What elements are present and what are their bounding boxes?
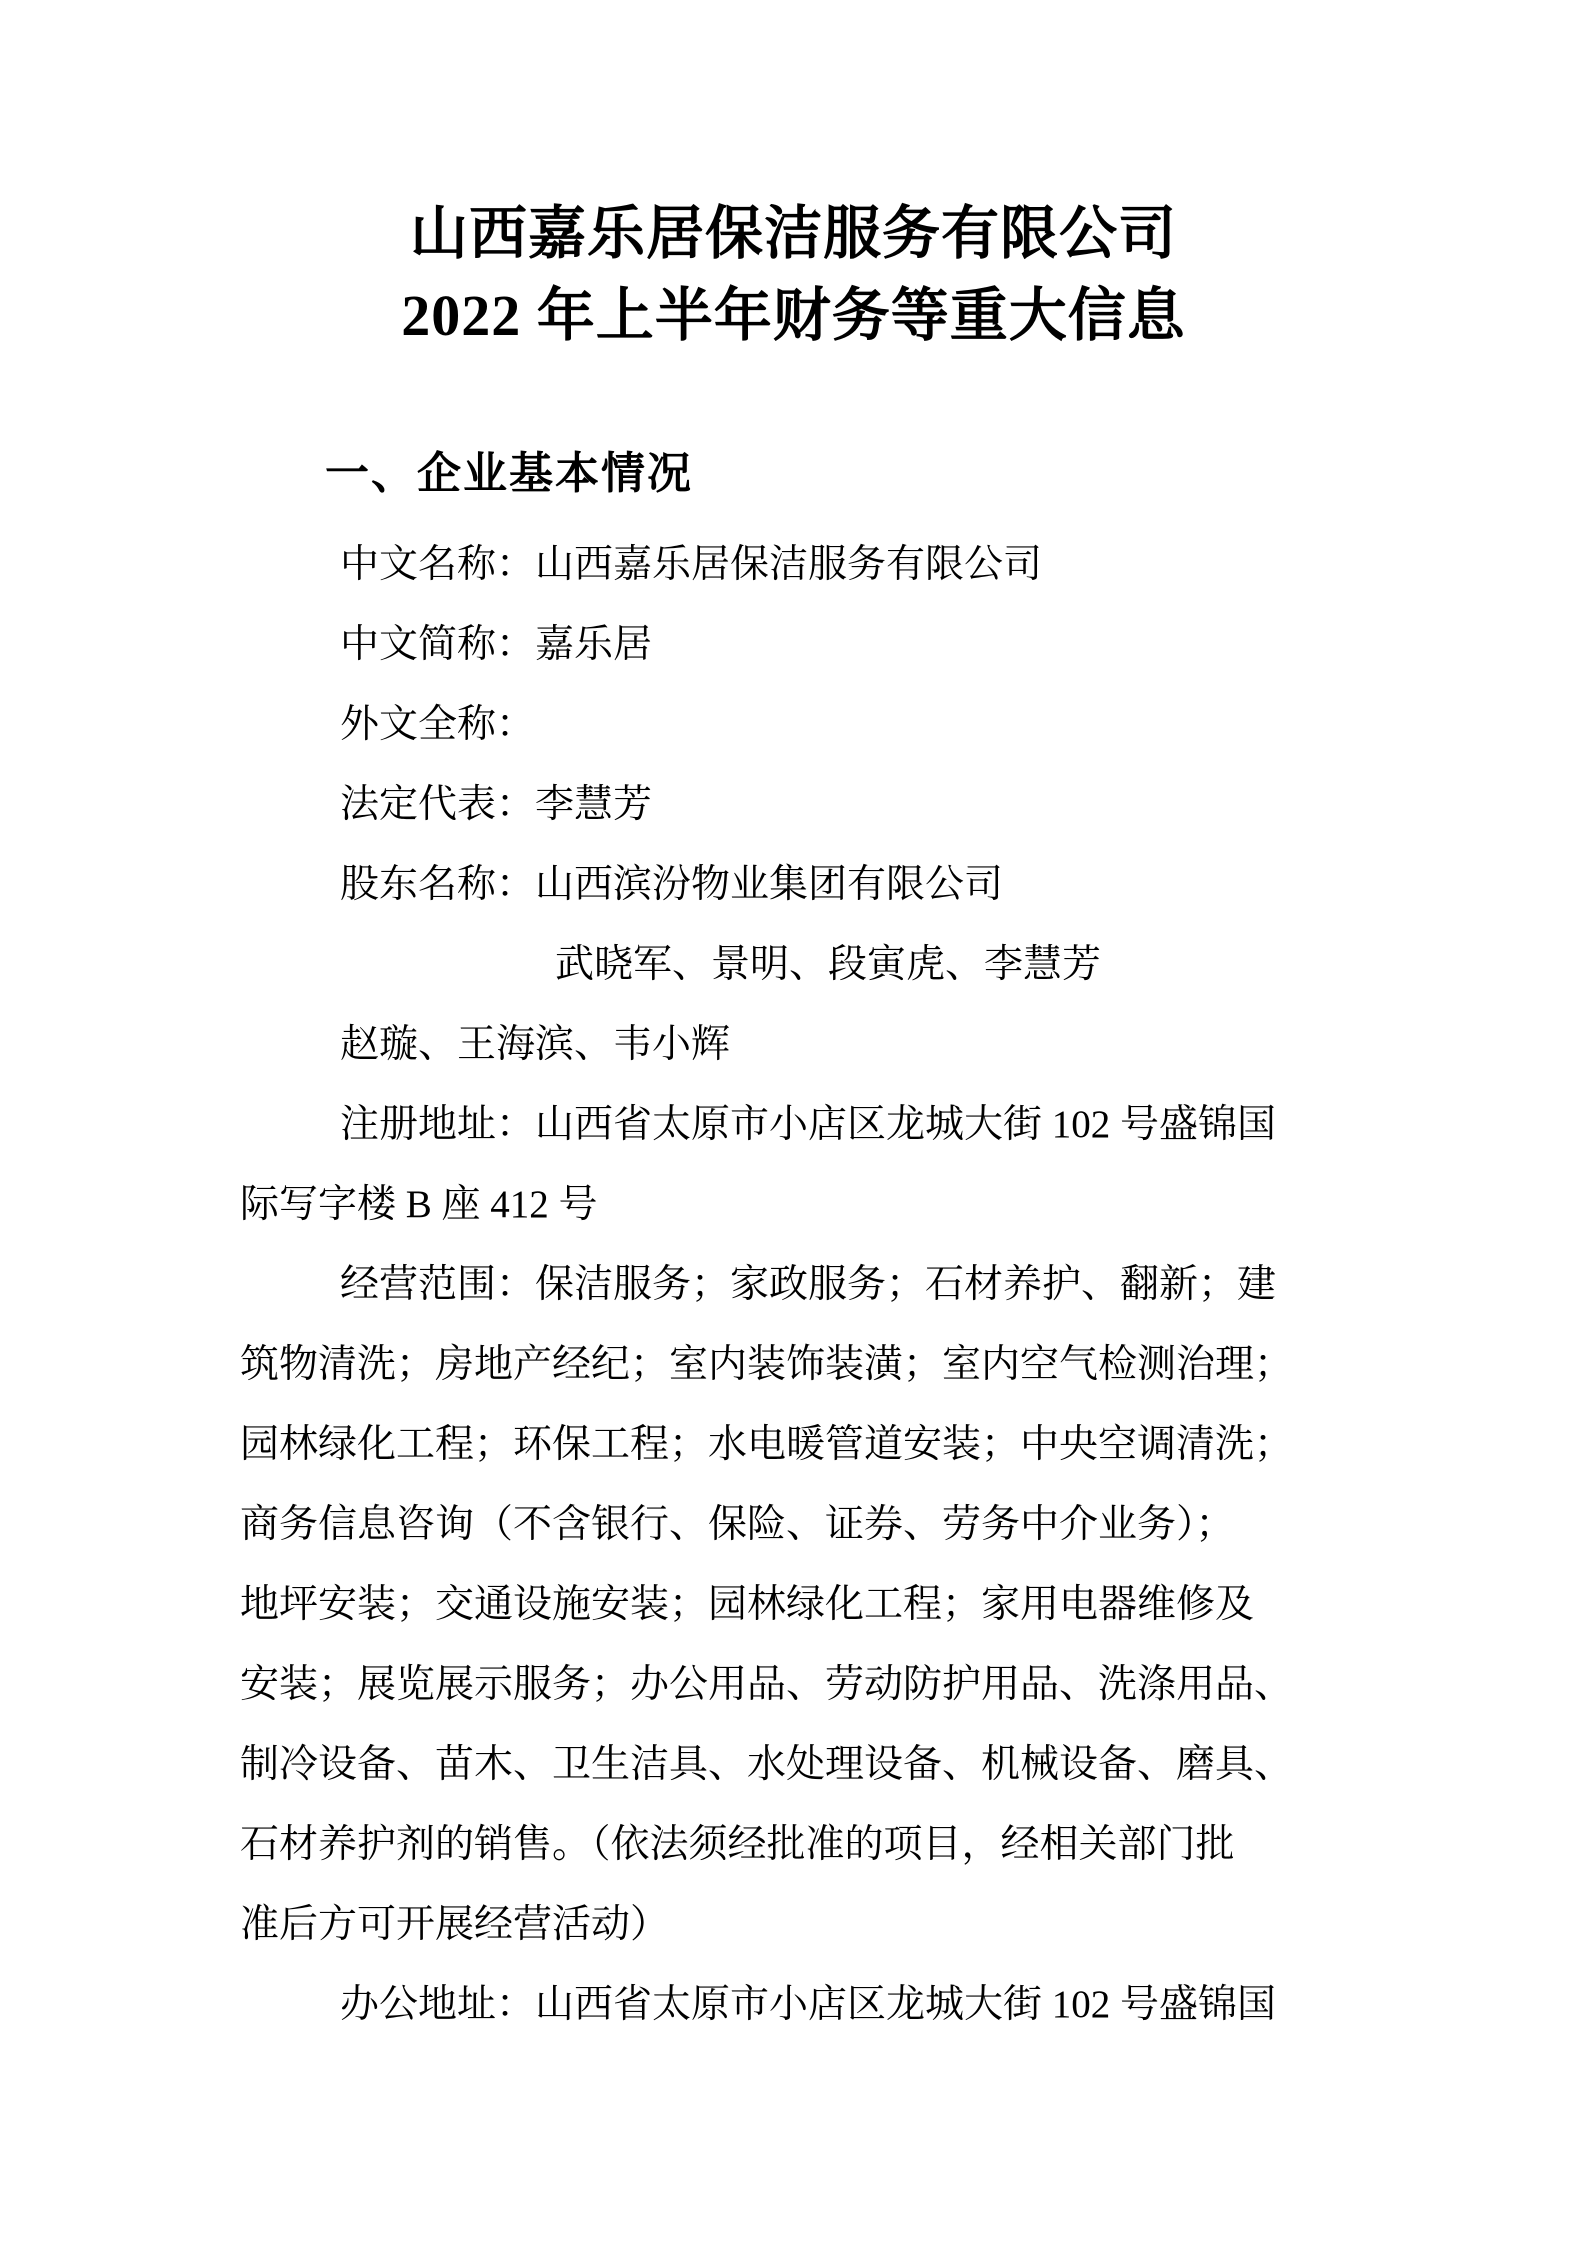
document-line: 办公地址：山西省太原市小店区龙城大街 102 号盛锦国	[340, 1983, 1277, 2026]
document-title-line-1: 山西嘉乐居保洁服务有限公司	[409, 201, 1177, 266]
document-line: 筑物清洗；房地产经纪；室内装饰装潢；室内空气检测治理；	[240, 1343, 1294, 1386]
document-line: 经营范围：保洁服务；家政服务；石材养护、翻新；建	[340, 1263, 1277, 1306]
document-line: 中文简称：嘉乐居	[340, 623, 653, 666]
section-heading: 一、企业基本情况	[325, 449, 693, 498]
document-line: 地坪安装；交通设施安装；园林绿化工程；家用电器维修及	[240, 1583, 1255, 1626]
document-line: 武晓军、景明、段寅虎、李慧芳	[555, 943, 1102, 986]
document-line: 际写字楼 B 座 412 号	[240, 1183, 598, 1226]
document-line: 注册地址：山西省太原市小店区龙城大街 102 号盛锦国	[340, 1103, 1277, 1146]
document-title	[0, 193, 1587, 357]
document-line: 商务信息咨询（不含银行、保险、证券、劳务中介业务）；	[240, 1503, 1235, 1546]
document-line: 外文全称：	[340, 703, 536, 746]
document-line: 制冷设备、苗木、卫生洁具、水处理设备、机械设备、磨具、	[240, 1743, 1294, 1786]
document-line: 股东名称：山西滨汾物业集团有限公司	[340, 863, 1004, 906]
document-line: 法定代表：李慧芳	[340, 783, 653, 826]
document-line: 中文名称：山西嘉乐居保洁服务有限公司	[340, 543, 1043, 586]
document-line: 准后方可开展经营活动）	[240, 1903, 670, 1946]
document-body	[240, 525, 1345, 2045]
document-line: 赵璇、王海滨、韦小辉	[340, 1023, 731, 1066]
document-title-line-2: 2022 年上半年财务等重大信息	[401, 283, 1186, 348]
document-line: 安装；展览展示服务；办公用品、劳动防护用品、洗涤用品、	[240, 1663, 1294, 1706]
document-line: 园林绿化工程；环保工程；水电暖管道安装；中央空调清洗；	[240, 1423, 1294, 1466]
document-line: 石材养护剂的销售。（依法须经批准的项目，经相关部门批	[240, 1823, 1235, 1866]
